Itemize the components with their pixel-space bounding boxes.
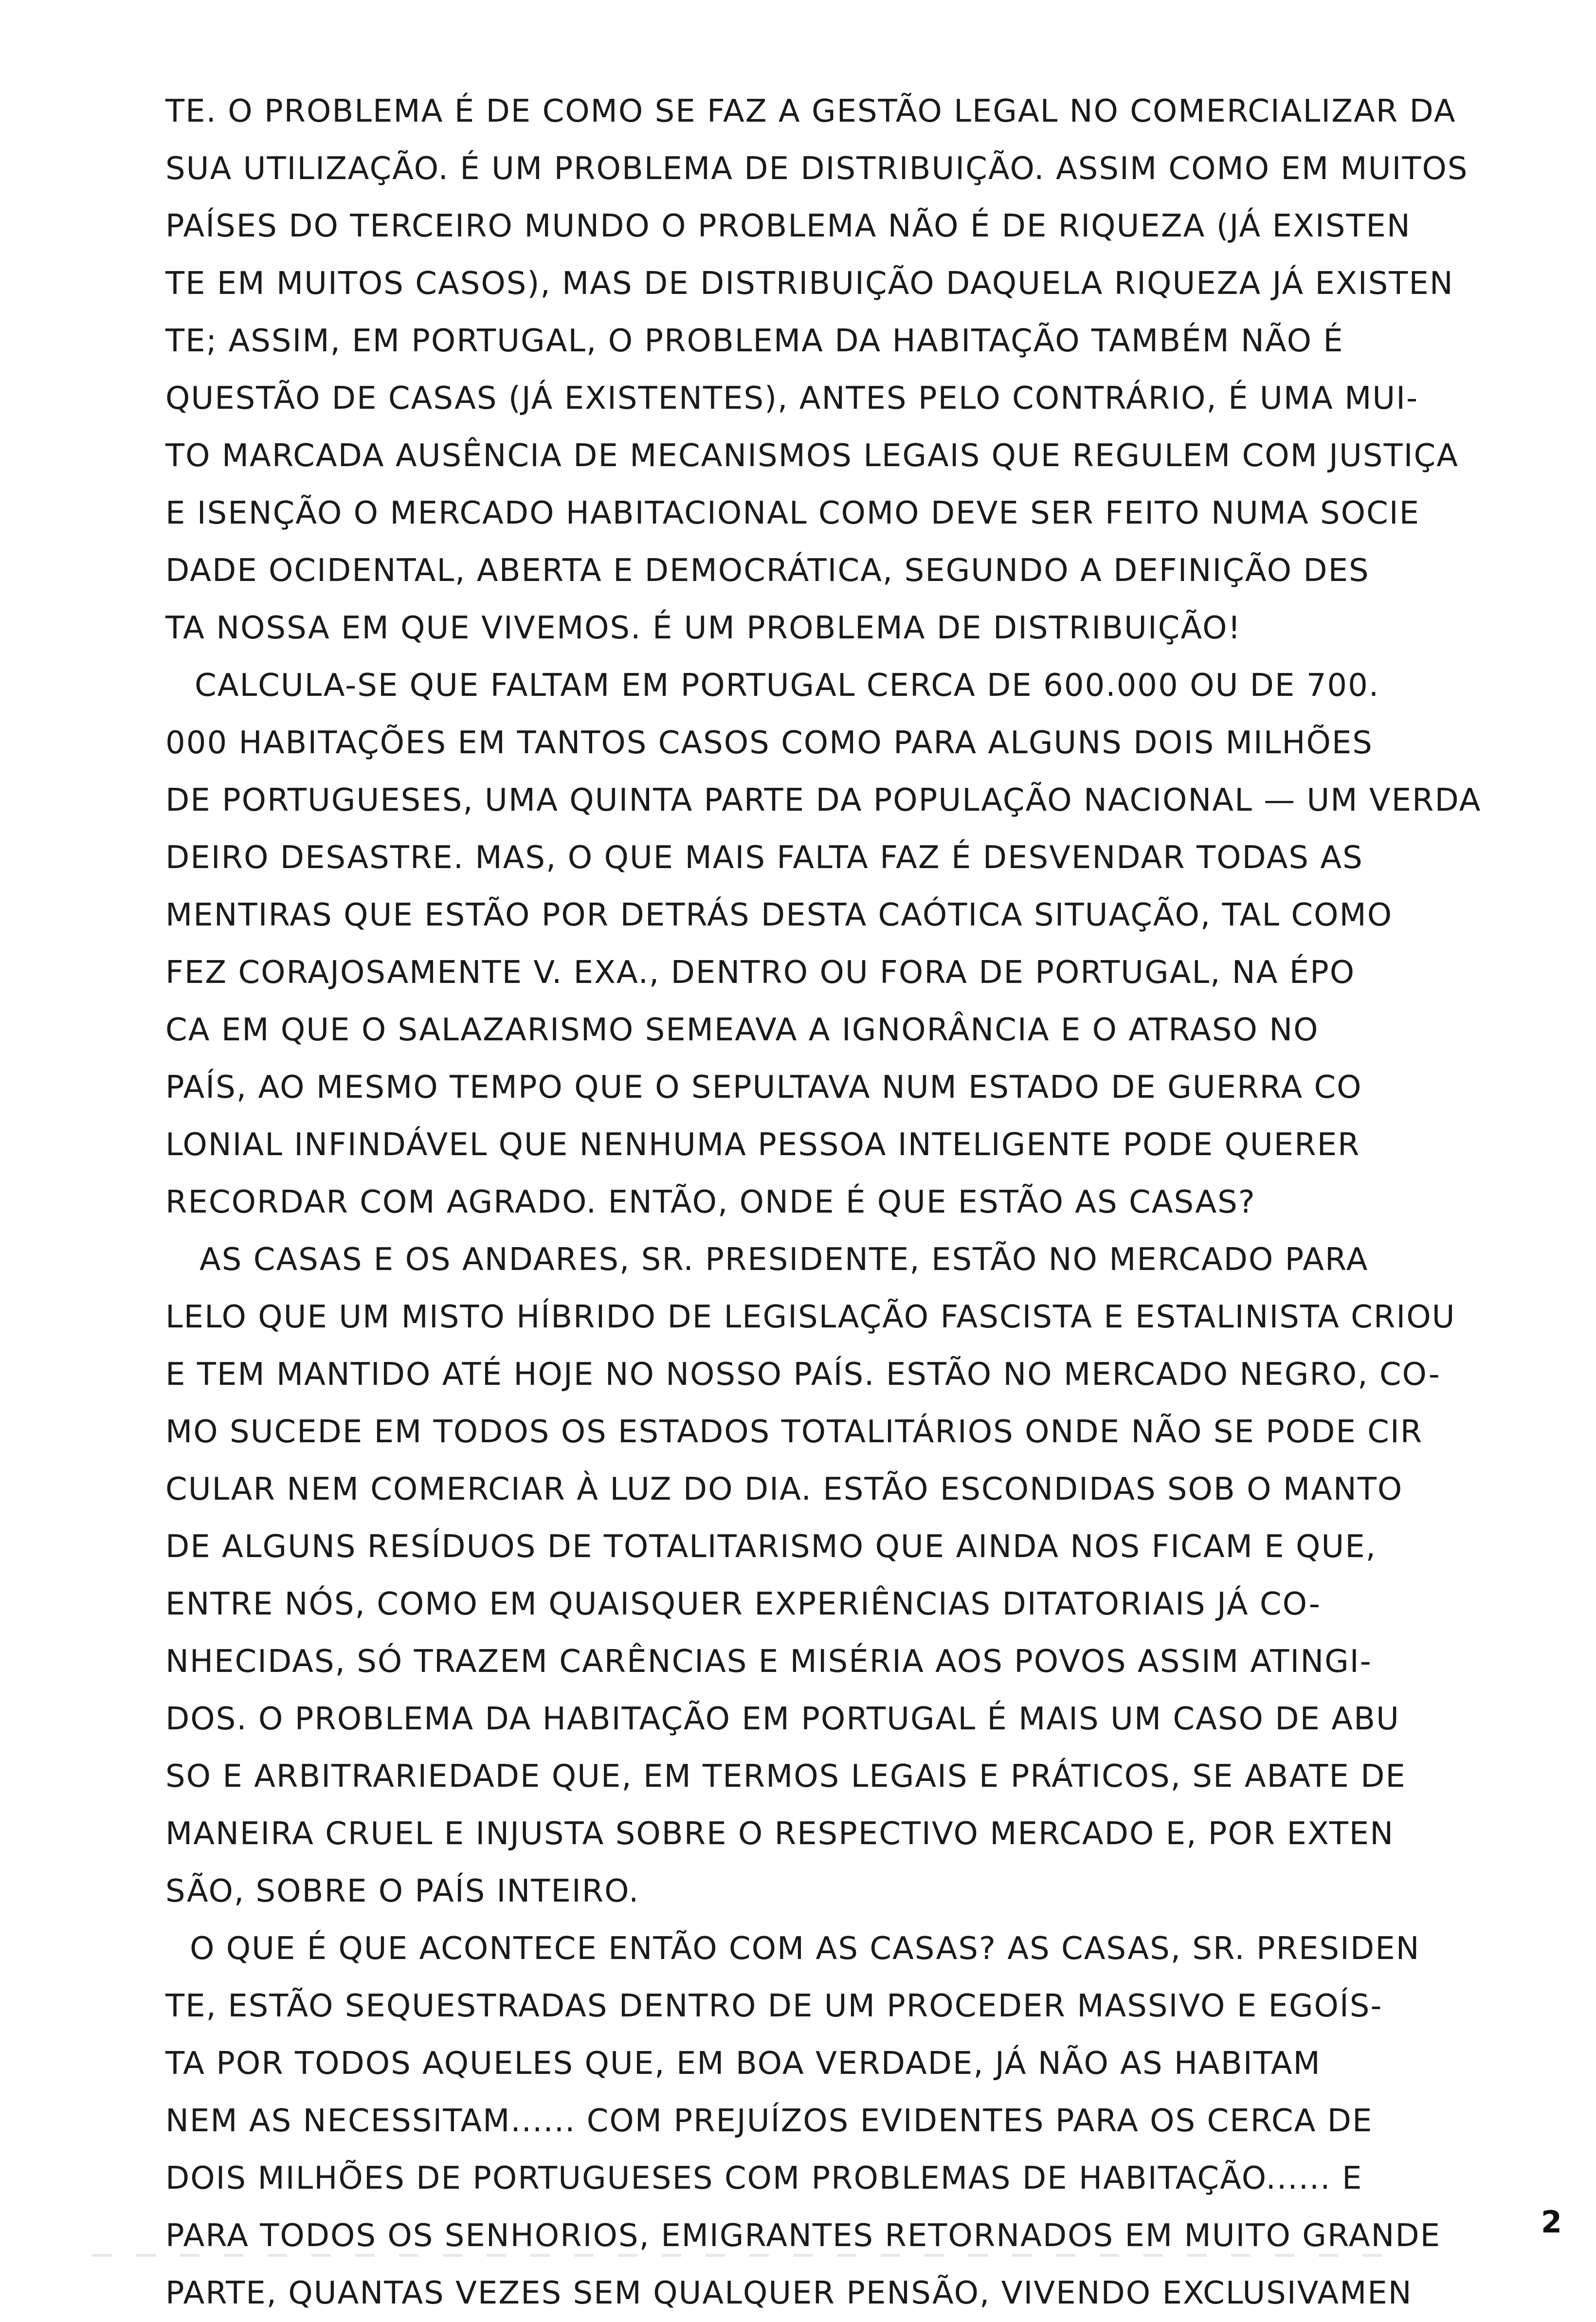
- text-line: TE EM MUITOS CASOS), MAS DE DISTRIBUIÇÃO DAQUELA RIQUEZA JÁ EXISTEN: [165, 266, 1454, 302]
- text-line: NHECIDAS, SÓ TRAZEM CARÊNCIAS E MISÉRIA AOS POVOS ASSIM ATINGI-: [165, 1644, 1372, 1680]
- text-line: MO SUCEDE EM TODOS OS ESTADOS TOTALITÁRIOS ONDE NÃO SE PODE CIR: [165, 1414, 1423, 1450]
- paragraph-first-line: AS CASAS E OS ANDARES, SR. PRESIDENTE, ESTÃO NO MERCADO PARA: [200, 1242, 1369, 1278]
- text-line: RECORDAR COM AGRADO. ENTÃO, ONDE É QUE ESTÃO AS CASAS?: [165, 1184, 1256, 1220]
- handwritten-text-block: [146, 83, 1572, 2322]
- text-line: TA POR TODOS AQUELES QUE, EM BOA VERDADE, JÁ NÃO AS HABITAM: [165, 2046, 1321, 2082]
- text-line: LONIAL INFINDÁVEL QUE NENHUMA PESSOA INTELIGENTE PODE QUERER: [165, 1127, 1360, 1163]
- text-line: SO E ARBITRARIEDADE QUE, EM TERMOS LEGAIS E PRÁTICOS, SE ABATE DE: [165, 1759, 1406, 1795]
- text-line: TO MARCADA AUSÊNCIA DE MECANISMOS LEGAIS QUE REGULEM COM JUSTIÇA: [165, 438, 1459, 474]
- text-line: SÃO, SOBRE O PAÍS INTEIRO.: [165, 1873, 640, 1909]
- text-line: PARTE, QUANTAS VEZES SEM QUALQUER PENSÃO, VIVENDO EXCLUSIVAMEN: [165, 2275, 1413, 2311]
- text-line: TE. O PROBLEMA É DE COMO SE FAZ A GESTÃO LEGAL NO COMERCIALIZAR DA: [165, 93, 1456, 129]
- text-line: QUESTÃO DE CASAS (JÁ EXISTENTES), ANTES PELO CONTRÁRIO, É UMA MUI-: [165, 381, 1419, 417]
- text-line: DOIS MILHÕES DE PORTUGUESES COM PROBLEMAS DE HABITAÇÃO...... E: [165, 2160, 1363, 2196]
- text-line: DADE OCIDENTAL, ABERTA E DEMOCRÁTICA, SEGUNDO A DEFINIÇÃO DES: [165, 553, 1370, 589]
- text-line: 000 HABITAÇÕES EM TANTOS CASOS COMO PARA ALGUNS DOIS MILHÕES: [165, 725, 1373, 761]
- text-line: MENTIRAS QUE ESTÃO POR DETRÁS DESTA CAÓTICA SITUAÇÃO, TAL COMO: [165, 897, 1393, 933]
- text-line: DEIRO DESASTRE. MAS, O QUE MAIS FALTA FAZ É DESVENDAR TODAS AS: [165, 840, 1363, 876]
- text-line: DE ALGUNS RESÍDUOS DE TOTALITARISMO QUE AINDA NOS FICAM E QUE,: [165, 1529, 1377, 1565]
- text-line: PARA TODOS OS SENHORIOS, EMIGRANTES RETORNADOS EM MUITO GRANDE: [165, 2218, 1441, 2254]
- text-line: E ISENÇÃO O MERCADO HABITACIONAL COMO DEVE SER FEITO NUMA SOCIE: [165, 495, 1420, 531]
- text-line: FEZ CORAJOSAMENTE V. EXA., DENTRO OU FORA DE PORTUGAL, NA ÉPO: [165, 955, 1356, 991]
- scan-edge-artifact: [92, 2254, 1406, 2257]
- text-line: TE, ESTÃO SEQUESTRADAS DENTRO DE UM PROCEDER MASSIVO E EGOÍS-: [165, 1988, 1383, 2024]
- text-line: SUA UTILIZAÇÃO. É UM PROBLEMA DE DISTRIBUIÇÃO. ASSIM COMO EM MUITOS: [165, 151, 1469, 187]
- paragraph-first-line: O QUE É QUE ACONTECE ENTÃO COM AS CASAS? AS CASAS, SR. PRESIDEN: [190, 1931, 1420, 1967]
- paragraph-first-line: CALCULA-SE QUE FALTAM EM PORTUGAL CERCA DE 600.000 OU DE 700.: [195, 668, 1380, 704]
- text-line: MANEIRA CRUEL E INJUSTA SOBRE O RESPECTIVO MERCADO E, POR EXTEN: [165, 1816, 1395, 1852]
- text-line: CA EM QUE O SALAZARISMO SEMEAVA A IGNORÂNCIA E O ATRASO NO: [165, 1012, 1319, 1048]
- text-line: CULAR NEM COMERCIAR À LUZ DO DIA. ESTÃO ESCONDIDAS SOB O MANTO: [165, 1471, 1403, 1507]
- text-line: DOS. O PROBLEMA DA HABITAÇÃO EM PORTUGAL É MAIS UM CASO DE ABU: [165, 1701, 1400, 1737]
- text-line: PAÍS, AO MESMO TEMPO QUE O SEPULTAVA NUM ESTADO DE GUERRA CO: [165, 1070, 1362, 1106]
- text-line: LELO QUE UM MISTO HÍBRIDO DE LEGISLAÇÃO FASCISTA E ESTALINISTA CRIOU: [165, 1299, 1456, 1335]
- text-line: TA NOSSA EM QUE VIVEMOS. É UM PROBLEMA DE DISTRIBUIÇÃO!: [165, 610, 1242, 646]
- text-line: TE; ASSIM, EM PORTUGAL, O PROBLEMA DA HABITAÇÃO TAMBÉM NÃO É: [165, 323, 1344, 359]
- text-line: PAÍSES DO TERCEIRO MUNDO O PROBLEMA NÃO É DE RIQUEZA (JÁ EXISTEN: [165, 208, 1411, 244]
- text-line: E TEM MANTIDO ATÉ HOJE NO NOSSO PAÍS. ESTÃO NO MERCADO NEGRO, CO-: [165, 1357, 1441, 1393]
- text-line: NEM AS NECESSITAM...... COM PREJUÍZOS EVIDENTES PARA OS CERCA DE: [165, 2103, 1373, 2139]
- text-line: DE PORTUGUESES, UMA QUINTA PARTE DA POPULAÇÃO NACIONAL — UM VERDA: [165, 782, 1482, 818]
- page-number: 2: [1541, 2204, 1562, 2240]
- text-line: ENTRE NÓS, COMO EM QUAISQUER EXPERIÊNCIAS DITATORIAIS JÁ CO-: [165, 1586, 1321, 1622]
